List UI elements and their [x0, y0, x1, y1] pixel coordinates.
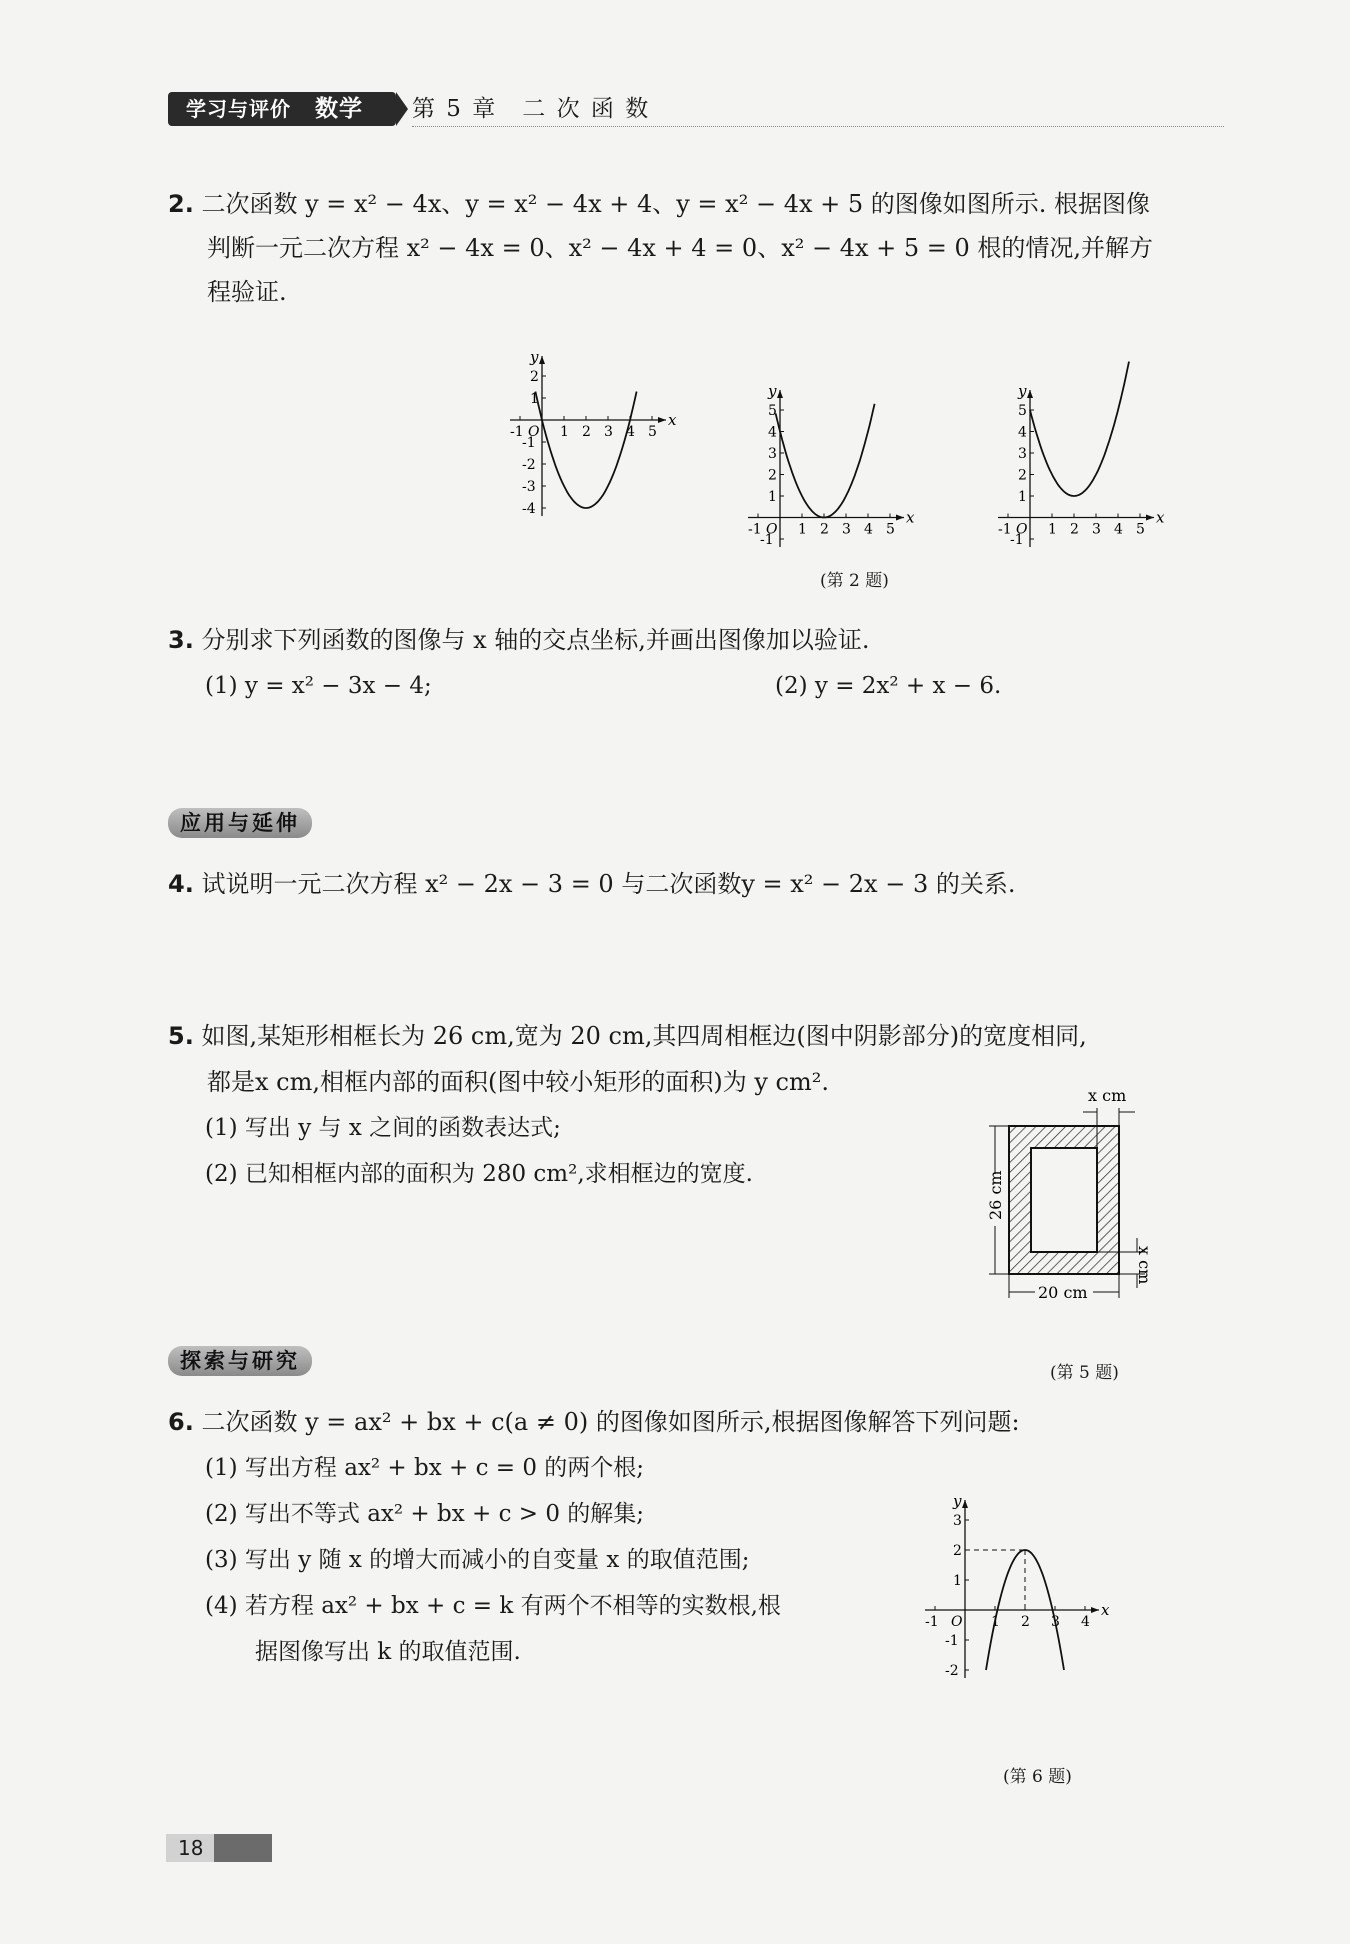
q6-part4a: (4) 若方程 ax² + bx + c = k 有两个不相等的实数根,根 — [205, 1593, 781, 1619]
q2-text-line2: 判断一元二次方程 x² − 4x = 0、x² − 4x + 4 = 0、x² − 4x + 5 = 0 根的情况,并解方 — [207, 234, 1154, 262]
q6-figure — [895, 1452, 1205, 1742]
x-tick-label: -1 — [998, 521, 1012, 538]
q5-part2: (2) 已知相框内部的面积为 280 cm²,求相框边的宽度. — [205, 1161, 753, 1187]
y-tick-label: 1 — [953, 1573, 962, 1589]
y-axis-label: y — [953, 1492, 962, 1510]
x-tick-label: 4 — [1114, 521, 1123, 538]
frame-right-label: x cm — [1135, 1246, 1154, 1285]
header-rule — [412, 126, 1224, 127]
page-number: 18 — [166, 1834, 272, 1862]
q6-part4b: 据图像写出 k 的取值范围. — [255, 1639, 521, 1665]
y-axis-arrow — [962, 1500, 968, 1508]
y-axis-label: y — [530, 348, 539, 366]
x-axis-label: x — [906, 508, 915, 527]
q2-text-line3: 程验证. — [207, 278, 287, 306]
q3-line — [168, 618, 870, 662]
y-tick-label: 5 — [768, 403, 777, 419]
y-tick-label: -2 — [945, 1663, 959, 1679]
q6-graph — [925, 1492, 1110, 1679]
x-tick-label: 5 — [1136, 521, 1145, 538]
q3-number: 3. — [168, 626, 194, 654]
q3-part2: (2) y = 2x² + x − 6. — [775, 673, 1002, 699]
header-book-tab — [168, 92, 396, 126]
q5-line1 — [168, 1014, 1087, 1058]
x-axis-arrow — [1146, 515, 1154, 521]
section-explore-tag: 探索与研究 — [168, 1346, 312, 1376]
q6-part1: (1) 写出方程 ax² + bx + c = 0 的两个根; — [205, 1455, 645, 1481]
x-tick-label: 5 — [648, 424, 657, 440]
q6-part2: (2) 写出不等式 ax² + bx + c > 0 的解集; — [205, 1501, 645, 1527]
y-tick-label: 3 — [953, 1513, 962, 1529]
parabola-curve — [776, 404, 875, 518]
y-tick-label: 3 — [768, 446, 777, 462]
x-axis-label: x — [1101, 1601, 1110, 1619]
q6-text: 二次函数 y = ax² + bx + c(a ≠ 0) 的图像如图所示,根据图像解答下列问题: — [201, 1408, 1020, 1436]
x-tick-label: 4 — [864, 521, 873, 538]
header-chapter: 第 5 章 二 次 函 数 — [412, 96, 651, 122]
x-axis-arrow — [896, 515, 904, 521]
parabola-curve — [1030, 362, 1129, 496]
x-axis-arrow — [1091, 1607, 1099, 1613]
q6-line — [168, 1400, 1020, 1444]
y-tick-label: 1 — [768, 489, 777, 505]
y-tick-label: -2 — [522, 457, 536, 473]
x-tick-label: O — [1016, 521, 1028, 538]
y-tick-label: 2 — [530, 369, 539, 385]
x-tick-label: 2 — [1070, 521, 1079, 538]
x-axis-arrow — [658, 417, 666, 423]
q5-part1: (1) 写出 y 与 x 之间的函数表达式; — [205, 1115, 561, 1141]
y-tick-label: 1 — [530, 391, 539, 407]
header-tab-arrow — [396, 92, 408, 126]
q3-text: 分别求下列函数的图像与 x 轴的交点坐标,并画出图像加以验证. — [201, 626, 870, 654]
q5-text-line2: 都是x cm,相框内部的面积(图中较小矩形的面积)为 y cm². — [207, 1068, 829, 1096]
frame-bottom-label: 20 cm — [1038, 1283, 1088, 1302]
q2-figures — [510, 325, 1230, 550]
q4-text: 试说明一元二次方程 x² − 2x − 3 = 0 与二次函数y = x² − 2x − 3 的关系. — [201, 870, 1016, 898]
y-tick-label: 4 — [1018, 424, 1027, 441]
q6-part3: (3) 写出 y 随 x 的增大而减小的自变量 x 的取值范围; — [205, 1547, 750, 1573]
q3-part1: (1) y = x² − 3x − 4; — [205, 673, 432, 699]
x-tick-label: -1 — [510, 424, 524, 440]
q2-graph-1 — [510, 348, 677, 517]
q6-number: 6. — [168, 1408, 194, 1436]
header-subject: 数学 — [315, 96, 363, 122]
x-tick-label: 3 — [1092, 521, 1101, 538]
header-book-title: 学习与评价 — [186, 97, 291, 121]
x-axis-label: x — [1156, 508, 1165, 527]
q2-line1 — [168, 182, 1150, 226]
x-tick-label: O — [528, 424, 540, 440]
y-tick-label: -4 — [522, 501, 536, 517]
q6-caption: (第 6 题) — [1003, 1767, 1072, 1787]
q2-graph-2 — [748, 382, 915, 548]
q4-line — [168, 862, 1015, 906]
x-tick-label: 3 — [1051, 1614, 1060, 1630]
y-axis-label: y — [768, 382, 777, 400]
y-axis-arrow — [1027, 390, 1033, 398]
q5-caption: (第 5 题) — [1050, 1363, 1119, 1383]
x-tick-label: 2 — [820, 521, 829, 538]
x-tick-label: 2 — [582, 424, 591, 440]
q2-number: 2. — [168, 190, 194, 218]
x-tick-label: 1 — [1048, 521, 1057, 538]
y-tick-label: -1 — [945, 1633, 959, 1649]
y-tick-label: 2 — [1018, 467, 1027, 484]
y-tick-label: -1 — [1010, 532, 1024, 548]
q2-text-line1: 二次函数 y = x² − 4x、y = x² − 4x + 4、y = x² − 4x + 5 的图像如图所示. 根据图像 — [201, 190, 1151, 218]
frame-top-label: x cm — [1088, 1086, 1127, 1105]
y-tick-label: 2 — [768, 467, 777, 484]
q2-graph-3 — [998, 362, 1165, 548]
x-tick-label: O — [951, 1614, 963, 1630]
x-tick-label: 3 — [842, 521, 851, 538]
q5-text-line1: 如图,某矩形相框长为 26 cm,宽为 20 cm,其四周相框边(图中阴影部分)的宽度相同, — [201, 1022, 1087, 1050]
x-tick-label: 3 — [604, 424, 613, 440]
x-tick-label: 5 — [886, 521, 895, 538]
y-tick-label: 2 — [953, 1543, 962, 1559]
x-tick-label: -1 — [925, 1614, 939, 1630]
y-tick-label: 5 — [1018, 403, 1027, 419]
y-axis-label: y — [1018, 382, 1027, 400]
y-tick-label: 4 — [768, 424, 777, 441]
x-tick-label: 2 — [1021, 1614, 1030, 1630]
parabola-curve — [535, 392, 636, 508]
y-tick-label: -1 — [760, 532, 774, 548]
x-tick-label: O — [766, 521, 778, 538]
y-tick-label: 1 — [1018, 489, 1027, 505]
x-tick-label: 1 — [560, 424, 569, 440]
q5-frame-figure — [975, 1078, 1205, 1338]
section-apply-tag: 应用与延伸 — [168, 808, 312, 838]
y-axis-arrow — [539, 356, 545, 364]
q2-caption: (第 2 题) — [820, 571, 889, 591]
x-tick-label: -1 — [748, 521, 762, 538]
x-tick-label: 1 — [798, 521, 807, 538]
y-tick-label: -3 — [522, 479, 536, 495]
frame-inner-rect — [1031, 1148, 1097, 1252]
y-tick-label: -1 — [522, 435, 536, 451]
q4-number: 4. — [168, 870, 194, 898]
x-axis-label: x — [668, 411, 677, 429]
y-axis-arrow — [777, 390, 783, 398]
x-tick-label: 4 — [626, 424, 635, 440]
x-tick-label: 4 — [1081, 1614, 1090, 1630]
y-tick-label: 3 — [1018, 446, 1027, 462]
x-tick-label: 1 — [991, 1614, 1000, 1630]
frame-left-label: 26 cm — [986, 1170, 1005, 1220]
q5-number: 5. — [168, 1022, 194, 1050]
